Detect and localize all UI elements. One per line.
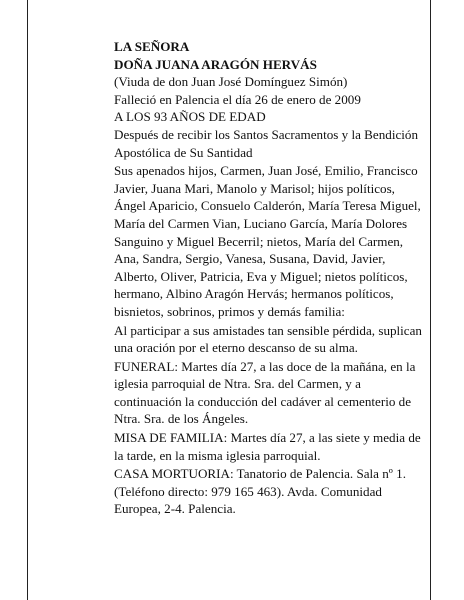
deceased-name: DOÑA JUANA ARAGÓN HERVÁS <box>114 56 317 72</box>
request-paragraph: Al participar a sus amistades tan sensible pérdida, suplican una oración por el eterno descanso de su alma. <box>114 322 422 356</box>
obituary-notice <box>114 38 426 519</box>
family-paragraph: Sus apenados hijos, Carmen, Juan José, Emilio, Francisco Javier, Juana Mari, Manolo y Marisol; hijos políticos, Ángel Aparicio, Consuelo Calderón, María Teresa Miguel, María del Carmen Vian, Luciano García, María Dolores Sanguino y Miguel Becerril; nietos, María del Carmen, Ana, Sandra, Sergio, Vanesa, Susana, David, Javier, Alberto, Oliver, Patricia, Eva y Miguel; nietos políticos, hermano, Albino Aragón Hervás; hermanos políticos, bisnietos, sobrinos, primos y demás familia: <box>114 163 421 319</box>
death-date-line: Falleció en Palencia el día 26 de enero de 2009 <box>114 91 361 107</box>
family-mass-paragraph: MISA DE FAMILIA: Martes día 27, a las siete y media de la tarde, en la misma iglesia parroquial. <box>114 430 421 463</box>
title-line-1: LA SEÑORA <box>114 39 190 54</box>
mortuary-paragraph: CASA MORTUORIA: Tanatorio de Palencia. Sala nº 1. (Teléfono directo: 979 165 463). Avda. Comunidad Europea, 2-4. Palencia. <box>114 466 406 517</box>
sacraments-paragraph: Después de recibir los Santos Sacramentos y la Bendición Apostólica de Su Santidad <box>114 126 418 160</box>
funeral-paragraph: FUNERAL: Martes día 27, a las doce de la mañána, en la iglesia parroquial de Ntra. Sra. del Carmen, y a continuación la conducción del cadáver al cementerio de Ntra. Sra. de los Ángeles. <box>114 358 416 427</box>
widow-of-line: (Viuda de don Juan José Domínguez Simón) <box>114 74 348 90</box>
age-line: A LOS 93 AÑOS DE EDAD <box>114 109 266 125</box>
